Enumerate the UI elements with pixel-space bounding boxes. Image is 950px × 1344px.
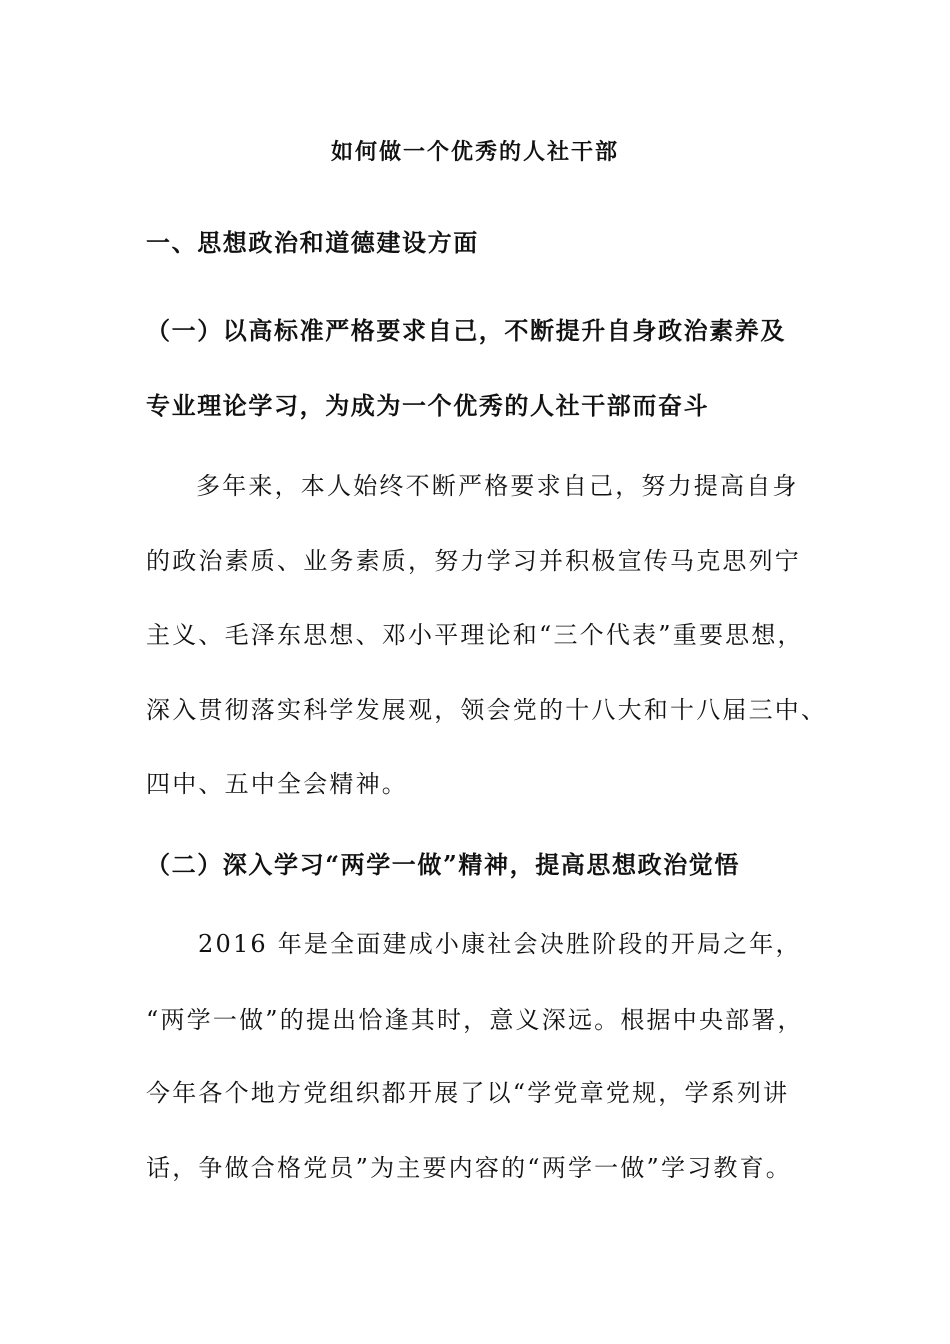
subsection-heading-line-2: 专业理论学习，为成为一个优秀的人社干部而奋斗 (146, 391, 710, 420)
paragraph-line: 多年来，本人始终不断严格要求自己，努力提高自身 (196, 472, 799, 500)
section-heading: 一、思想政治和道德建设方面 (146, 228, 479, 257)
paragraph-line: 2016 年是全面建成小康社会决胜阶段的开局之年， (198, 930, 802, 958)
paragraph-line: 话，争做合格党员”为主要内容的“两学一做”学习教育。 (146, 1154, 793, 1182)
document-title: 如何做一个优秀的人社干部 (330, 139, 619, 165)
paragraph-line: 主义、毛泽东思想、邓小平理论和“三个代表”重要思想， (146, 621, 804, 649)
subsection-heading-line-1: （一）以高标准严格要求自己，不断提升自身政治素养及 (146, 316, 786, 345)
paragraph-line: 四中、五中全会精神。 (146, 770, 408, 798)
paragraph-line: 的政治素质、业务素质，努力学习并积极宣传马克思列宁 (146, 547, 801, 575)
paragraph-line: 深入贯彻落实科学发展观，领会党的十八大和十八届三中、 (146, 696, 828, 724)
subsection-heading: （二）深入学习“两学一做”精神，提高思想政治觉悟 (146, 850, 741, 879)
paragraph-line: “两学一做”的提出恰逢其时，意义深远。根据中央部署， (146, 1006, 804, 1034)
paragraph-line: 今年各个地方党组织都开展了以“学党章党规，学系列讲 (146, 1079, 790, 1107)
